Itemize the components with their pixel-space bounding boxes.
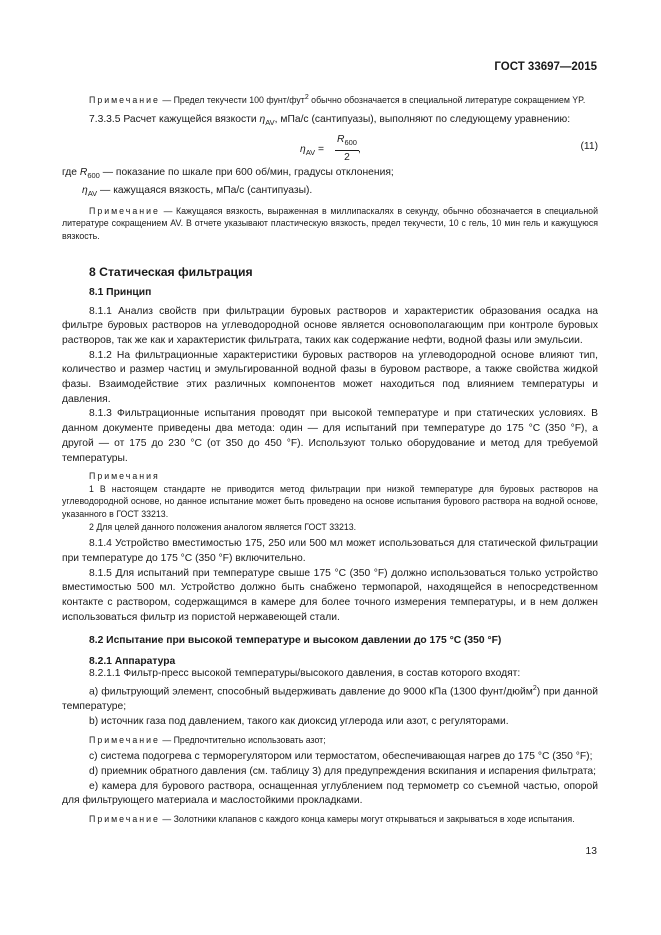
where-line-eta: $\eta_{AV}$ — кажущаяся вязкость, мПа/с (сантипуазы). [82, 185, 313, 199]
note-valves: Примечание — Золотники клапанов с каждого конца камеры могут открываться и закрываться в ходе испытания. [89, 814, 575, 825]
page-body [62, 92, 598, 826]
paragraph-8-2-1-1: 8.2.1.1 Фильтр-пресс высокой температуры/высокого давления, в состав которого входят: [89, 668, 521, 680]
formula-fraction: $\frac{R_{600}}{2}$ [337, 134, 357, 164]
paragraph-7-3-3-5: 7.3.3.5 Расчет кажущейся вязкости $\eta_{AV}$, мПа/с (сантипуазы), выполняют по следующему уравнению: [89, 113, 571, 127]
formula-number: (11) [580, 141, 598, 153]
paragraph-8-1-3: 8.1.3 Фильтрационные испытания проводят при высокой температуре и при статических условиях. В данном документе приведены два метода: один — для испытаний при температуре до 175 °C (350 °F), а другой — от 175 до 230 °C (от 350 до 450 °F). Используют только оборудование и метод для требуемой температуры. [62, 408, 598, 464]
note-nitrogen: Примечание — Предпочтительно использовать азот; [89, 734, 326, 745]
notes-8-1-label: Примечания [89, 471, 160, 482]
paragraph-8-1-2: 8.1.2 На фильтрационные характеристики буровых растворов на углеводородной основе влияют тип, количество и размер частиц и эмульгированной водной фазы в буровом растворе, а также свойства жидкой фазы. Взаимодействие этих различных компонентов может находиться под влиянием температуры и давления. [62, 349, 598, 405]
note-yield-point: Примечание — Предел текучести 100 фунт/фут$^2$ обычно обозначается в специальной литературе сокращением YP. [89, 94, 586, 105]
notes-8-1-item-1: 1 В настоящем стандарте не приводится метод фильтрации при низкой температуре для буровых растворов на углеводородной основе, но данное испытание может быть проведено на основе испытания бурового раствора на водной основе, указанного в ГОСТ 33213. [62, 483, 598, 520]
where-line-r600: где $R_{600}$ — показание по шкале при 600 об/мин, градусы отклонения; [62, 167, 394, 181]
list-item-e: e) камера для бурового раствора, оснащенная углублением под термометр со съемной частью, опорой для фильтрующего материала и маслостойкими прокладками. [62, 780, 598, 807]
paragraph-8-1-4: 8.1.4 Устройство вместимостью 175, 250 или 500 мл может использоваться для статической фильтрации при температуре до 175 °C (350 °F) включительно. [62, 538, 598, 564]
section-8-heading: 8 Статическая фильтрация [89, 264, 253, 279]
section-8-1-heading: 8.1 Принцип [89, 286, 152, 298]
section-8-2-1-heading: 8.2.1 Аппаратура [89, 656, 176, 668]
note-label: Примечание [89, 94, 160, 105]
list-item-b: b) источник газа под давлением, такого как диоксид углерода или азот, с регуляторами. [89, 716, 509, 727]
note-apparent-viscosity: Примечание — Кажущаяся вязкость, выраженная в миллипаскалях в секунду, обычно обозначается в специальной литературе сокращением AV. В отчете указывают пластическую вязкость, предел текучести, 10 с гель, 10 мин гель и кажущуюся вязкость. [62, 205, 598, 241]
formula-lhs: $\eta_{AV}$ = [300, 144, 325, 158]
list-item-c: c) система подогрева с терморегулятором или термостатом, обеспечивающая нагрев до 175 °C (350 °F); [89, 751, 593, 763]
list-item-a: a) фильтрующий элемент, способный выдерживать давление до 9000 кПа (1300 фунт/дюйм$^2$) при данной температуре; [62, 685, 599, 713]
page-number: 13 [585, 846, 597, 857]
formula-11: $\eta_{AV}$ = $\frac{R_{600}}{2}$ , (11) [300, 134, 598, 164]
section-8-2-heading: 8.2 Испытание при высокой температуре и высоком давлении до 175 °C (350 °F) [89, 635, 502, 647]
document-header: ГОСТ 33697—2015 [494, 61, 597, 73]
paragraph-8-1-5: 8.1.5 Для испытаний при температуре свыше 175 °C (350 °F) должно использоваться только устройство вместимостью 500 мл. Устройство должно быть снабжено термопарой, находящейся в непосредственном контакте с раствором, содержащимся в камере для более точного измерения температуры, и в нем должен использоваться фильтр из пористой нержавеющей стали. [62, 567, 598, 623]
paragraph-8-1-1: 8.1.1 Анализ свойств при фильтрации буровых растворов и характеристик образования осадка на фильтре буровых растворов на углеводородной основе является основополагающим при контроле буровых растворов, так же как и характеристик фильтрата, таких как содержание нефти, водной фазы или эмульсии. [62, 305, 598, 346]
list-item-d: d) приемник обратного давления (см. таблицу 3) для предупреждения вскипания и испарения фильтрата; [89, 766, 597, 777]
notes-8-1-item-2: 2 Для целей данного положения аналогом является ГОСТ 33213. [89, 521, 357, 532]
